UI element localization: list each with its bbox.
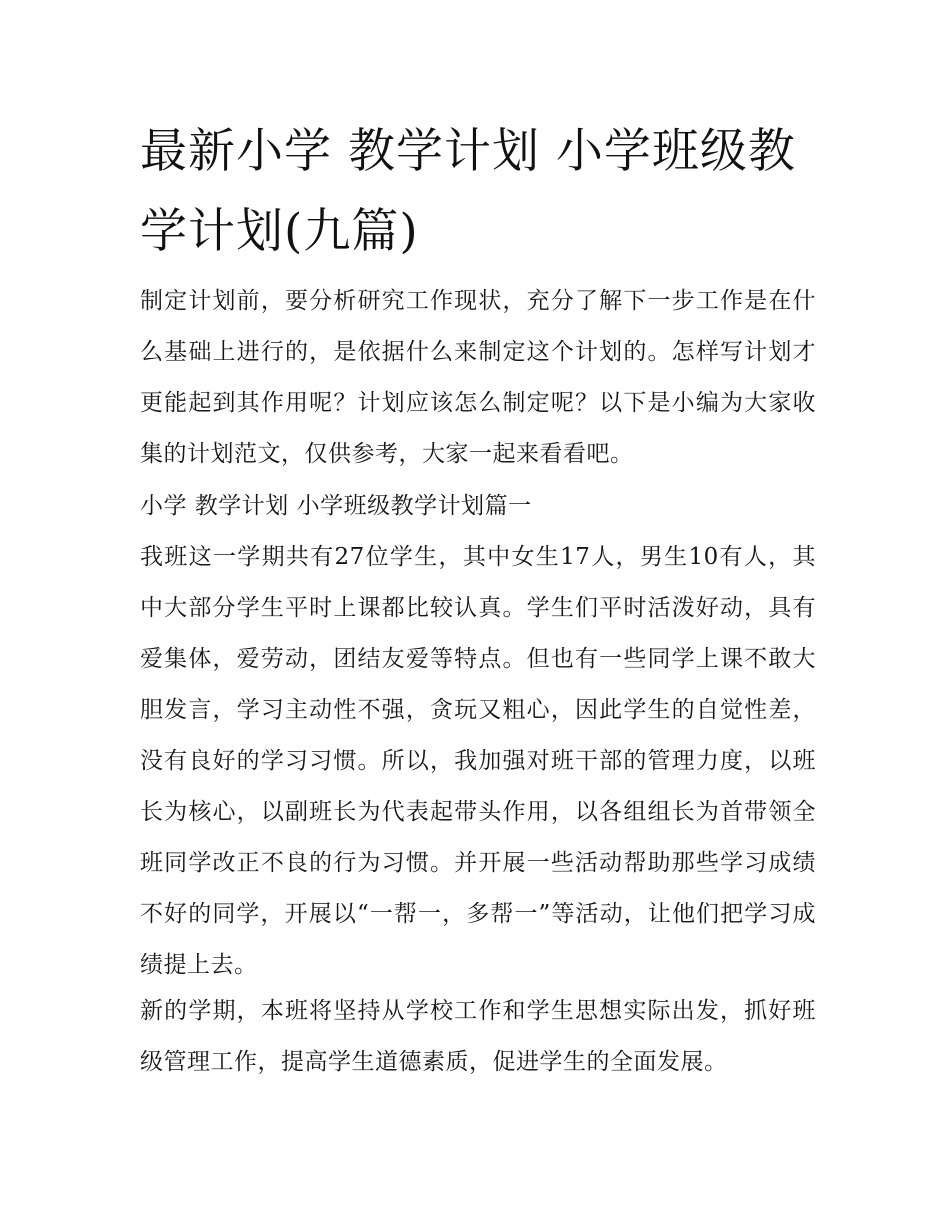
intro-paragraph: 制定计划前，要分析研究工作现状，充分了解下一步工作是在什么基础上进行的，是依据什么来制定这个计划的。怎样写计划才更能起到其作用呢？计划应该怎么制定呢？以下是小编为大家收集的计划范文，仅供参考，大家一起来看看吧。 — [140, 288, 816, 467]
body-paragraph-new-term: 新的学期，本班将坚持从学校工作和学生思想实际出发，抓好班级管理工作，提高学生道德素质，促进学生的全面发展。 — [140, 998, 816, 1075]
body-paragraph-class-overview: 我班这一学期共有27位学生，其中女生17人，男生10有人，其中大部分学生平时上课都比较认真。学生们平时活泼好动，具有爱集体，爱劳动，团结友爱等特点。但也有一些同学上课不敢大胆发言，学习主动性不强，贪玩又粗心，因此学生的自觉性差，没有良好的学习习惯。所以，我加强对班干部的管理力度，以班长为核心，以副班长为代表起带头作用，以各组组长为首带领全班同学改正不良的行为习惯。并开展一些活动帮助那些学习成绩不好的同学，开展以“一帮一，多帮一”等活动，让他们把学习成绩提上去。 — [140, 544, 816, 978]
section-heading: 小学 教学计划 小学班级教学计划篇一 — [140, 493, 532, 519]
document-title: 最新小学 教学计划 小学班级教学计划(九篇) — [140, 124, 796, 259]
